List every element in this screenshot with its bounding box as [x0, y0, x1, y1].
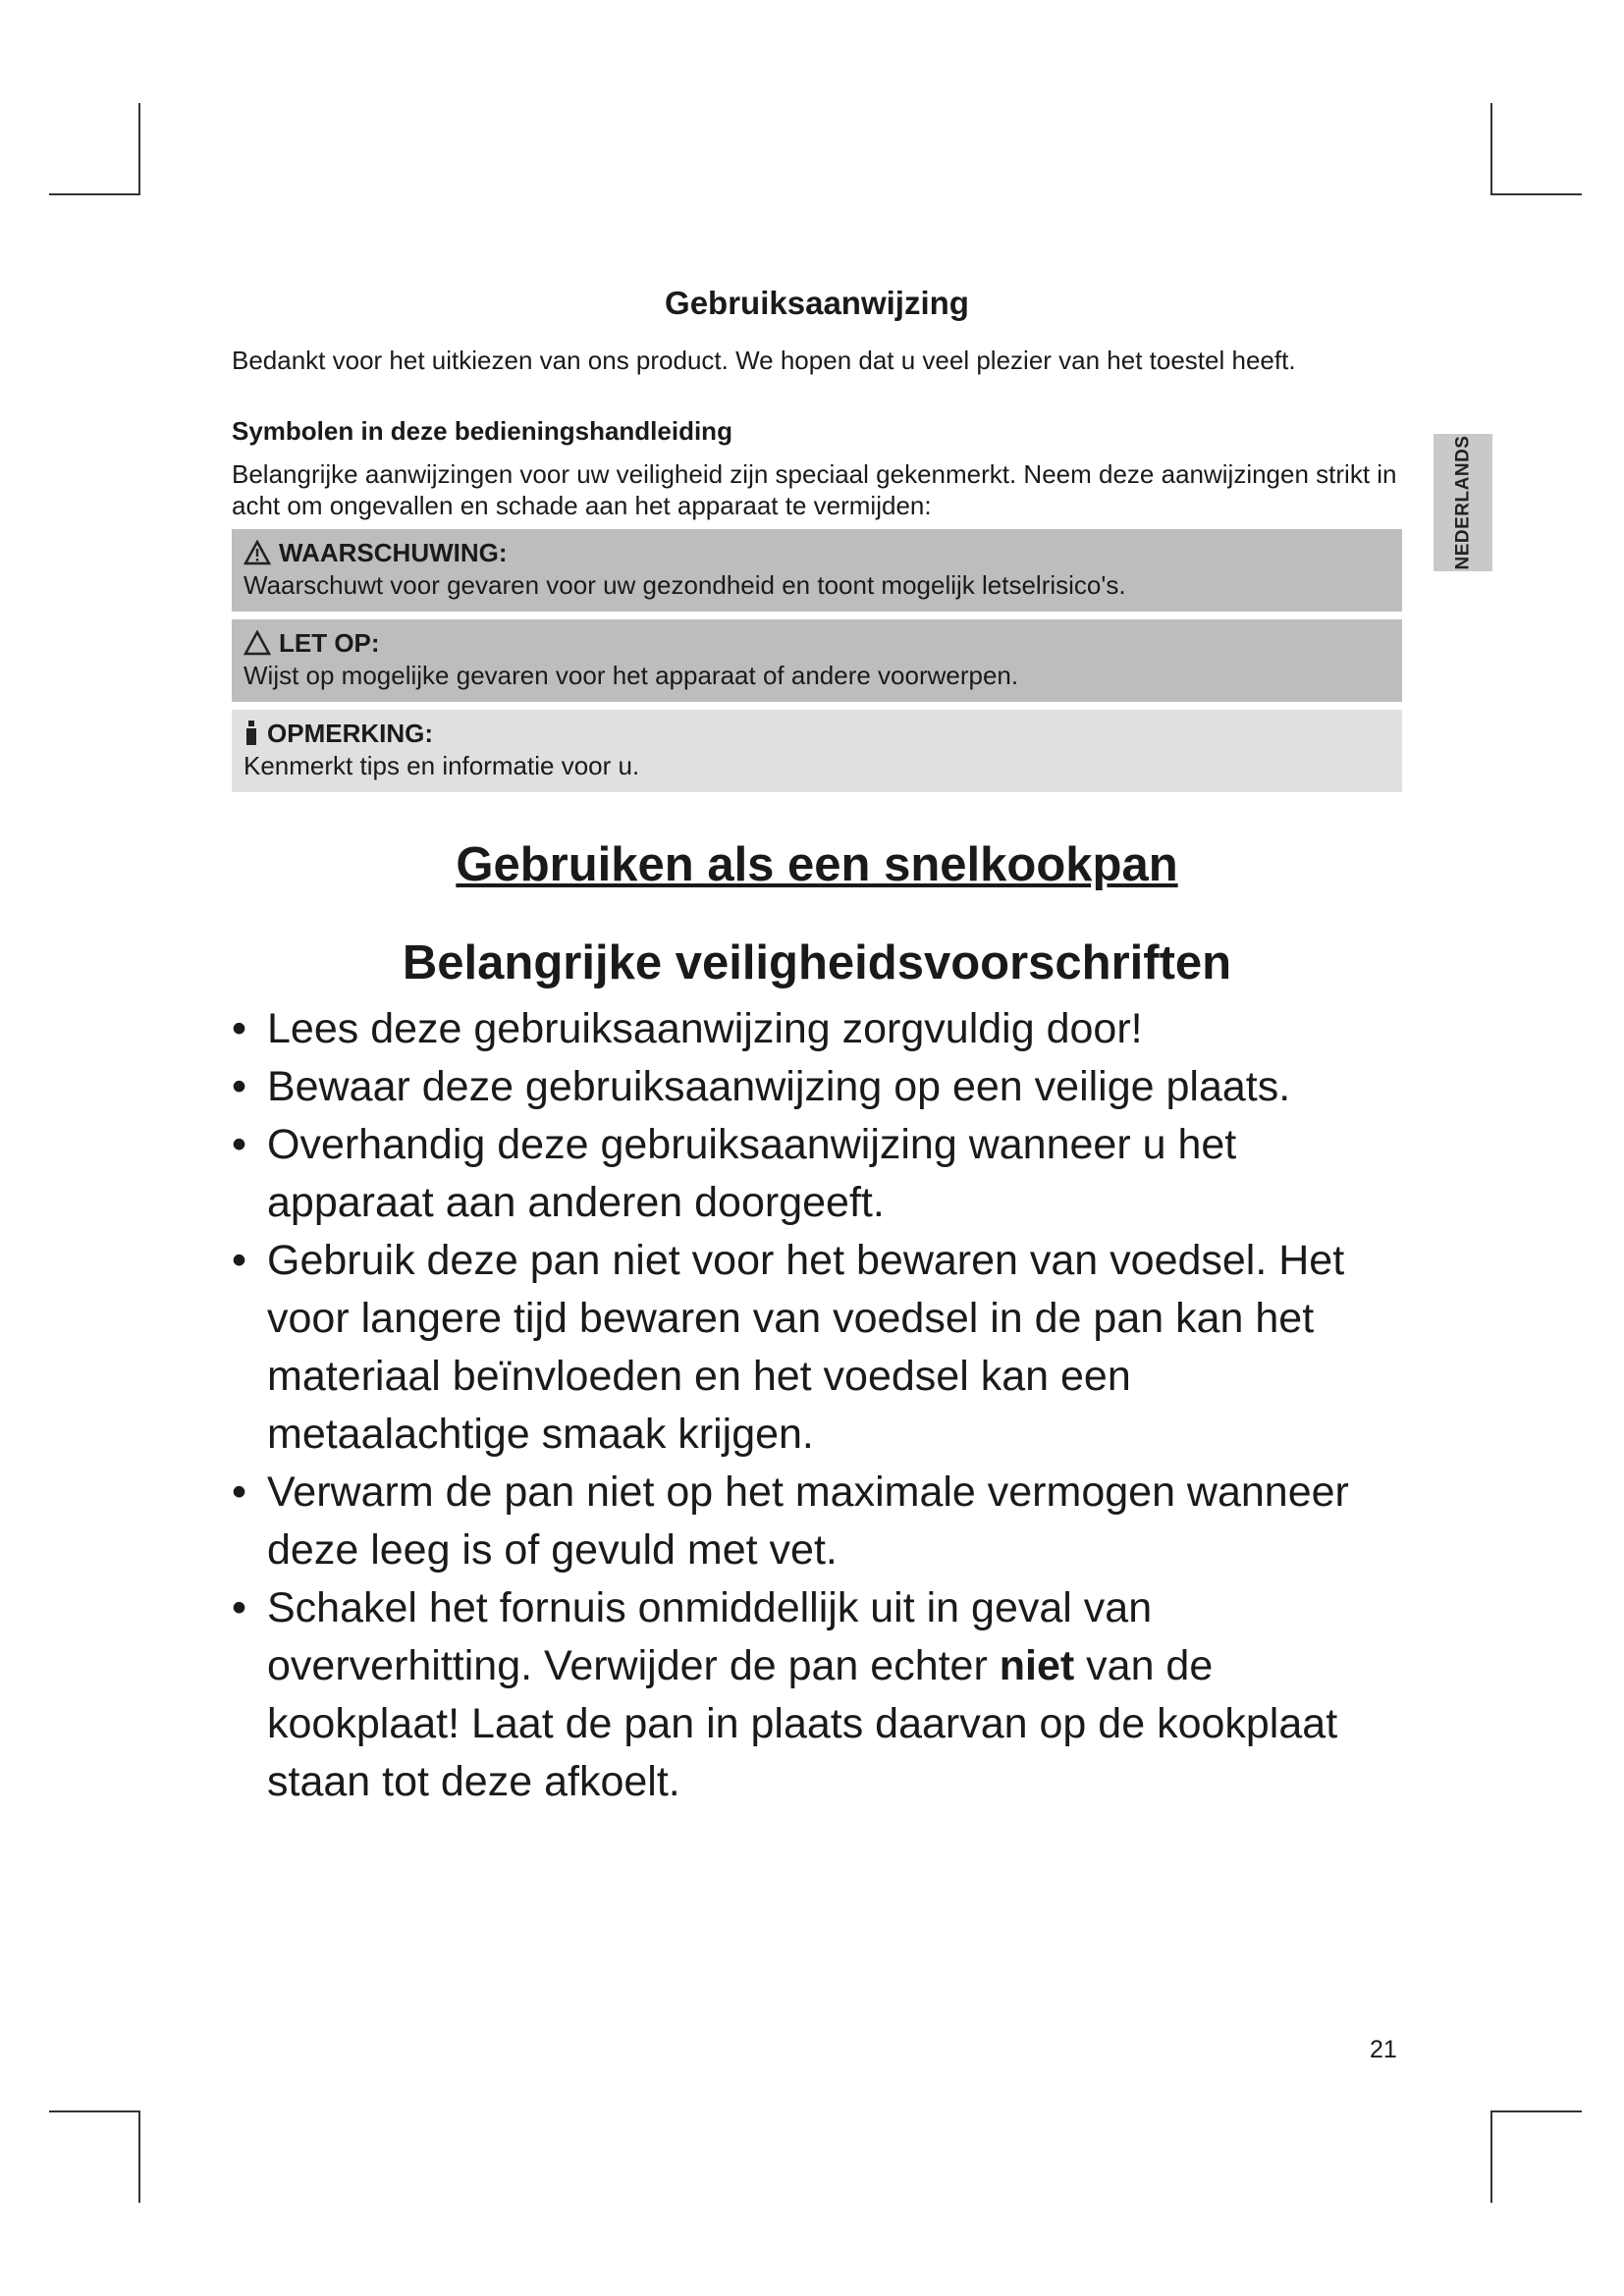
page-number: 21: [1370, 2036, 1397, 2063]
warning-label: WAARSCHUWING:: [279, 538, 508, 567]
caution-text: Wijst op mogelijke gevaren voor het apparaat of andere voorwerpen.: [244, 661, 1019, 690]
intro-text: Bedankt voor het uitkiezen van ons product. We hopen dat u veel plezier van het toestel heeft.: [232, 346, 1296, 375]
symbols-title: Symbolen in deze bedieningshandleiding: [232, 416, 732, 446]
list-item: [232, 1058, 1402, 1116]
language-tab-label: NEDERLANDS: [1452, 435, 1474, 570]
warning-text: Waarschuwt voor gevaren voor uw gezondheid en toont mogelijk letselrisico's.: [244, 570, 1126, 600]
warning-box: [232, 529, 1402, 612]
symbols-text: Belangrijke aanwijzingen voor uw veiligheid zijn speciaal gekenmerkt. Neem deze aanwijzingen strikt in acht om ongevallen en schade aan het apparaat te vermijden:: [232, 459, 1397, 520]
bullet: •: [232, 1584, 247, 1631]
document-title: Gebruiksaanwijzing: [665, 285, 969, 321]
list-item: [232, 1232, 1402, 1464]
crop-mark-top-right-h: [1490, 193, 1582, 195]
caution-triangle-icon: [244, 630, 271, 656]
rule-text: Bewaar deze gebruiksaanwijzing op een veilige plaats.: [267, 1063, 1291, 1110]
list-item: [232, 1000, 1402, 1058]
note-box: [232, 710, 1402, 792]
rule-text-after: van de kookplaat! Laat de pan in plaats daarvan op de kookplaat staan tot deze afkoelt.: [267, 1642, 1338, 1805]
crop-mark-bottom-right-h: [1490, 2110, 1582, 2112]
page-content: [232, 285, 1402, 1811]
rule-text: Gebruik deze pan niet voor het bewaren van voedsel. Het voor langere tijd bewaren van voedsel in de pan kan het materiaal beïnvloeden en het voedsel kan een metaalachtige smaak krijgen.: [267, 1237, 1345, 1458]
rule-text: Overhandig deze gebruiksaanwijzing wanneer u het apparaat aan anderen doorgeeft.: [267, 1121, 1237, 1226]
caution-box: [232, 619, 1402, 702]
note-label: OPMERKING:: [267, 719, 433, 748]
rule-text-emphasis: niet: [999, 1642, 1075, 1689]
list-item: [232, 1116, 1402, 1232]
warning-triangle-icon: [244, 540, 271, 565]
note-text: Kenmerkt tips en informatie voor u.: [244, 751, 640, 780]
crop-mark-bottom-left-v: [138, 2110, 140, 2203]
section-heading: Gebruiken als een snelkookpan: [456, 838, 1178, 891]
bullet: •: [232, 1005, 247, 1052]
bullet: •: [232, 1237, 247, 1284]
crop-mark-bottom-left-h: [49, 2110, 140, 2112]
crop-mark-top-left-h: [49, 193, 140, 195]
rule-text: Lees deze gebruiksaanwijzing zorgvuldig door!: [267, 1005, 1143, 1052]
bullet: •: [232, 1468, 247, 1516]
bullet: •: [232, 1121, 247, 1168]
bullet: •: [232, 1063, 247, 1110]
rule-text-before: Schakel het fornuis onmiddellijk uit in geval van oververhitting. Verwijder de pan echter: [267, 1584, 1153, 1689]
crop-mark-top-right-v: [1490, 103, 1492, 195]
safety-heading: Belangrijke veiligheidsvoorschriften: [402, 936, 1232, 989]
caution-label: LET OP:: [279, 628, 380, 658]
safety-rules-list: [232, 1000, 1402, 1811]
list-item: [232, 1579, 1402, 1811]
list-item: [232, 1464, 1402, 1579]
language-tab: [1434, 434, 1492, 571]
rule-text: Verwarm de pan niet op het maximale vermogen wanneer deze leeg is of gevuld met vet.: [267, 1468, 1349, 1574]
crop-mark-top-left-v: [138, 103, 140, 195]
crop-mark-bottom-right-v: [1490, 2110, 1492, 2203]
info-icon: [244, 720, 259, 747]
